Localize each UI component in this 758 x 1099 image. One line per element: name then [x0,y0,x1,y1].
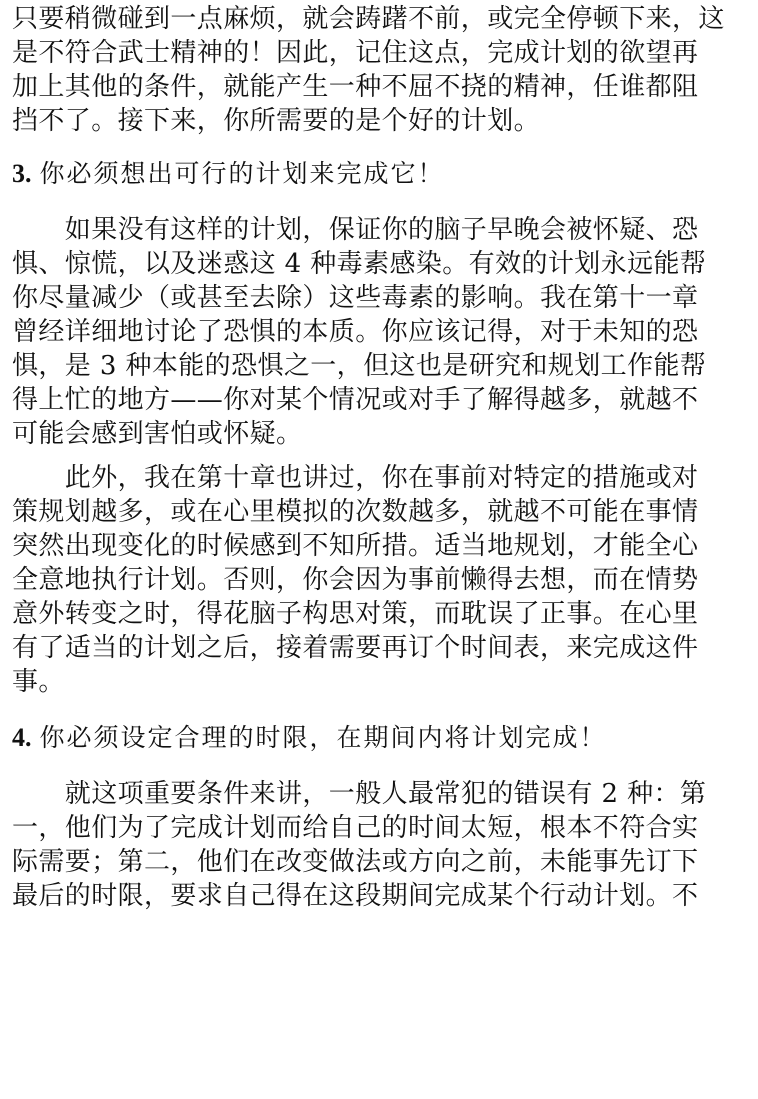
intro-paragraph [12,2,748,138]
text-line: 惧，是 3 种本能的恐惧之一，但这也是研究和规划工作能帮 [12,351,707,381]
text-line: 策规划越多，或在心里模拟的次数越多，就越不可能在事情 [12,497,699,527]
text-line: 就这项重要条件来讲，一般人最常犯的错误有 2 种：第 [12,779,707,809]
text-line: 此外，我在第十章也讲过，你在事前对特定的措施或对 [12,463,699,493]
text-line: 最后的时限，要求自己得在这段期间完成某个行动计划。不 [12,881,699,911]
section-3-paragraph-1 [12,213,748,451]
text-line: 际需要；第二，他们在改变做法或方向之前，未能事先订下 [12,847,699,877]
book-page [12,0,748,913]
text-line: 曾经详细地讨论了恐惧的本质。你应该记得，对于未知的恐 [12,317,699,347]
text-line: 有了适当的计划之后，接着需要再订个时间表，来完成这件 [12,633,699,663]
text-line: 如果没有这样的计划，保证你的脑子早晚会被怀疑、恐 [12,215,699,245]
section-4-paragraph-1 [12,777,748,913]
text-line: 一，他们为了完成计划而给自己的时间太短，根本不符合实 [12,813,699,843]
text-line: 挡不了。接下来，你所需要的是个好的计划。 [12,106,541,136]
text-line: 加上其他的条件，就能产生一种不屈不挠的精神，任谁都阻 [12,72,699,102]
section-number: 3. [12,159,32,188]
section-4-heading [12,721,748,755]
text-line: 你尽量减少（或甚至去除）这些毒素的影响。我在第十一章 [12,283,699,313]
section-3-heading [12,157,748,191]
section-title: 你必须设定合理的时限，在期间内将计划完成！ [39,723,607,752]
text-line: 是不符合武士精神的！因此，记住这点，完成计划的欲望再 [12,38,699,68]
text-line: 只要稍微碰到一点麻烦，就会踌躇不前，或完全停顿下来，这 [12,4,725,34]
section-3-paragraph-2 [12,461,748,699]
text-line: 可能会感到害怕或怀疑。 [12,419,303,449]
text-line: 突然出现变化的时候感到不知所措。适当地规划，才能全心 [12,531,699,561]
section-number: 4. [12,723,32,752]
text-line: 惧、惊慌，以及迷惑这 4 种毒素感染。有效的计划永远能帮 [12,249,707,279]
text-line: 全意地执行计划。否则，你会因为事前懒得去想，而在情势 [12,565,699,595]
text-line: 得上忙的地方——你对某个情况或对手了解得越多，就越不 [12,385,699,415]
text-line: 事。 [12,667,65,697]
section-title: 你必须想出可行的计划来完成它！ [39,159,445,188]
text-line: 意外转变之时，得花脑子构思对策，而耽误了正事。在心里 [12,599,699,629]
